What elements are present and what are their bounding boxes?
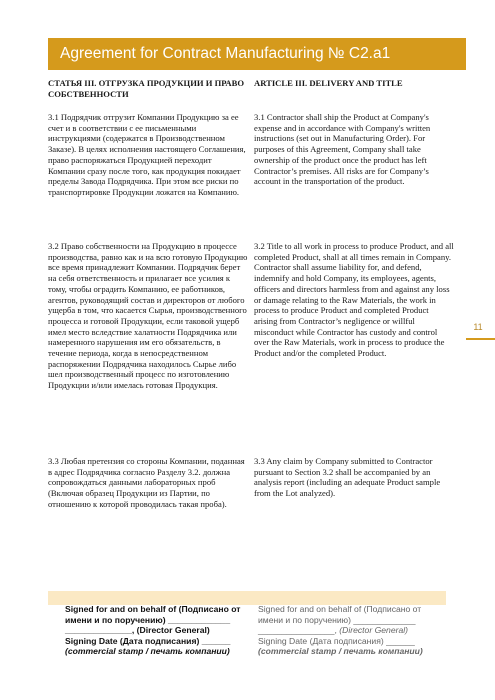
article-heading-en: ARTICLE III. DELIVERY AND TITLE [254,78,403,88]
signature-band [48,591,446,605]
clause-3-3-ru: 3.3 Любая претензия со стороны Компании, поданная в адрес Подрядчика согласно Разделу 3.2. должна сопровождаться данными лабораторных проб (Включая образец Продукции из Партии, по отношению к которой проводилась такая проба). [48,456,245,509]
clause-3-2-en: 3.2 Title to all work in process to produce Product, and all completed Product, shall at all times remain in Company. Contractor shall assume liability for, and defend, indemnify and hold Company, its employees, agents, officers and directors harmless from and against any loss or damage relating to the Raw Materials, the work in process to produce Product and completed Product arising from Contractor’s negligence or willful misconduct while Contractor has custody and control over the Raw Materials, work in process to produce the Product and/or the completed Product. [254,241,454,359]
sign-right-line4: Signing Date (Дата подписания) ______ [258,635,415,646]
sign-right-blank: ________________, [258,625,337,636]
sign-left-stamp: (commercial stamp / печать компании) [65,646,230,657]
signature-block-left [65,604,261,657]
sign-left-line2: имени и по поручению) _____________ [65,614,231,625]
page-number: 11 [473,322,483,332]
clause-3-1-ru: 3.1 Подрядчик отгрузит Компании Продукцию за ее счет и в соответствии с ее письменными инструкциями (содержатся в Производственном Заказе). В целях исполнения настоящего Соглашения, право распоряжаться Продукцией переходит Компании сразу после того, как продукция покидает пределы Завода Подрядчика. При этом все риски по транспортировке Продукции ложатся на Компанию. [48,112,246,197]
clause-3-1-en: 3.1 Contractor shall ship the Product at Company's expense and in accordance with Company's written instructions (set out in Manufacturing Order). For purposes of this Agreement, Company shall take ownership of the product once the product has left Contractor’s premises. All risks are for Company’s account in the transportation of the product. [254,112,431,187]
sign-left-line4: Signing Date (Дата подписания) ______ [65,635,231,646]
sign-left-line3: ______________, (Director General) [65,625,210,636]
page-number-rule [466,338,495,340]
sign-right-stamp: (commercial stamp / печать компании) [258,646,423,657]
sign-right-line3 [258,625,454,636]
clause-3-2-ru: 3.2 Право собственности на Продукцию в процессе производства, равно как и на всю готовую Продукцию все время принадлежит Компании. Подрядчик берет на себя ответственность и прилагает все усилия к тому, чтобы оградить Компанию, ее работников, агентов, руководящий состав и директоров от любого ущерба в том, что касается Сырья, производственного процесса и готовой Продукции, если таковой ущерб имел место вследствие халатности Подрядчика или намеренного нарушения им его обязательств, в течение периода, когда в непосредственном распоряжении Подрядчика находилось Сырье либо шел производственный процесс по изготовлению Продукции и/или имелась готовая Продукция. [48,241,248,391]
signature-block-right [258,604,454,657]
sign-right-title: (Director General) [339,625,409,636]
sign-left-line1: Signed for and on behalf of (Подписано от [65,604,241,614]
article-heading-ru: СТАТЬЯ III. ОТГРУЗКА ПРОДУКЦИИ И ПРАВО СОБСТВЕННОСТИ [48,78,245,99]
sign-right-line2: имени и по поручению) _____________ [258,614,416,625]
document-title-banner: Agreement for Contract Manufacturing № C2.a1 [48,38,466,70]
clause-3-3-en: 3.3 Any claim by Company submitted to Contractor pursuant to Section 3.2 shall be accompanied by an analysis report (including an adequate Product sample from the Lot analyzed). [254,456,441,499]
sign-right-line1: Signed for and on behalf of (Подписано от [258,604,422,614]
